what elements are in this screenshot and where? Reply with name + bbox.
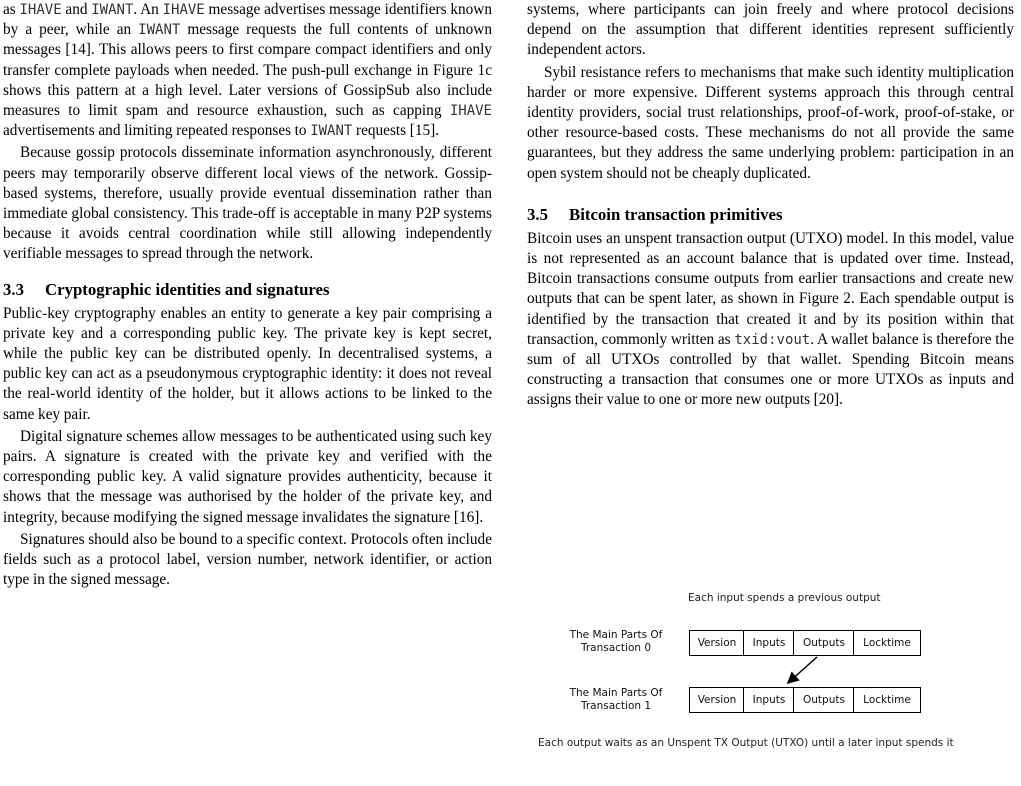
row-label-transaction-1 bbox=[551, 687, 681, 713]
section-heading-3-5 bbox=[527, 204, 1014, 226]
cell-version-1: Version bbox=[689, 687, 745, 713]
code-term: IWANT bbox=[310, 123, 353, 140]
code-term: IHAVE bbox=[19, 2, 62, 18]
cell-inputs-0: Inputs bbox=[743, 630, 795, 656]
paragraph-digital-signatures: Digital signature schemes allow messages to be authenticated using such key pairs. A signature is created with the private key and verified with the corresponding public key. A valid signature provides authenticity, because it shows that the message was authorised by the holder of the private key, and integrity, because modifying the signed message invalidates the signature [16]. bbox=[3, 427, 492, 526]
row-label-line: The Main Parts Of bbox=[569, 687, 663, 699]
section-number: 3.5 bbox=[527, 204, 548, 224]
section-number: 3.3 bbox=[3, 279, 24, 299]
left-column bbox=[3, 0, 492, 590]
text-run: . An bbox=[133, 1, 163, 18]
text-run: message advertises message identifiers known by a peer, while an bbox=[3, 1, 492, 39]
cell-locktime-0: Locktime bbox=[853, 630, 921, 656]
section-heading-3-3 bbox=[3, 279, 492, 301]
section-title: Bitcoin transaction primitives bbox=[569, 204, 783, 224]
row-label-line: Transaction 1 bbox=[580, 700, 652, 712]
code-term: IWANT bbox=[91, 2, 134, 18]
row-label-line: Transaction 0 bbox=[580, 642, 652, 654]
right-column bbox=[527, 0, 1014, 411]
paragraph-open-systems: systems, where participants can join freely and where protocol decisions depend on the assumption that different identities represent sufficiently independent actors. bbox=[527, 1, 1014, 59]
cell-version-0: Version bbox=[689, 630, 745, 656]
utxo-figure bbox=[527, 586, 1014, 786]
code-term: IWANT bbox=[138, 22, 181, 39]
code-term: txid:vout bbox=[734, 331, 811, 348]
figure-bottom-caption: Each output waits as an Unspent TX Output (UTXO) until a later input spends it bbox=[538, 737, 954, 749]
text-run: Bitcoin uses an unspent transaction output (UTXO) model. In this model, value is not represented as an account balance that is updated over time. Instead, Bitcoin transactions consume outputs from earlier transactions and create new outputs that can be spent later, as shown in Figure 2. Each spendable output is identified by the transaction that created it and by its position within that transaction, commonly written as bbox=[527, 229, 1014, 348]
paragraph-public-key-crypto: Public-key cryptography enables an entity to generate a key pair comprising a private key and a corresponding public key. The private key is kept secret, while the public key can be distributed openly. In decentralised systems, a public key can act as a pseudonymous cryptographic identity: it does not reveal the real-world identity of the holder, but it allows actions to be linked to the same key pair. bbox=[3, 304, 492, 423]
figure-top-caption: Each input spends a previous output bbox=[688, 592, 881, 604]
cell-outputs-0: Outputs bbox=[793, 630, 855, 656]
text-run: message requests the full contents of unknown messages [14]. This allows peers to first compare compact identifiers and only transfer complete payloads when needed. The push-pull exchange in Figure 1c shows this pattern at a high level. Later versions of GossipSub also include measures to limit spam and resource exhaustion, such as capping bbox=[3, 21, 492, 120]
code-term: IHAVE bbox=[162, 2, 205, 18]
text-run: and bbox=[61, 1, 92, 18]
code-term: IHAVE bbox=[449, 103, 492, 120]
cell-inputs-1: Inputs bbox=[743, 687, 795, 713]
paragraph-eventual-dissemination: Because gossip protocols disseminate information asynchronously, different peers may temporarily observe different local views of the network. Gossip-based systems, therefore, usually provide eventual dissemination rather than immediate global consistency. This trade-off is acceptable in many P2P systems because it avoids central coordination while still allowing independently verifiable messages to spread through the network. bbox=[3, 144, 492, 263]
paragraph-gossipsub-ihave-iwant bbox=[3, 0, 492, 141]
text-run: advertisements and limiting repeated responses to bbox=[3, 122, 311, 140]
paragraph-sybil-resistance: Sybil resistance refers to mechanisms that make such identity multiplication harder or more expensive. Different systems approach this through central identity providers, social trust relationships, proof-of-work, proof-of-stake, or other resource-based costs. These mechanisms do not all provide the same guarantees, but they address the same underlying problem: participation in an open system should not be cheaply duplicated. bbox=[527, 63, 1014, 182]
spend-arrow bbox=[527, 586, 1014, 786]
paragraph-signature-context: Signatures should also be bound to a specific context. Protocols often include fields such as a protocol label, version number, network identifier, or action type in the signed message. bbox=[3, 530, 492, 589]
cell-locktime-1: Locktime bbox=[853, 687, 921, 713]
paragraph-utxo-model bbox=[527, 229, 1014, 411]
text-run: as bbox=[3, 1, 20, 18]
row-label-transaction-0 bbox=[551, 629, 681, 655]
section-title: Cryptographic identities and signatures bbox=[45, 279, 330, 299]
text-run: . A wallet balance is therefore the sum of all UTXOs controlled by that wallet. Spending Bitcoin means constructing a transaction that consumes one or more UTXOs as inputs and assigns their value to one or more new outputs [20]. bbox=[527, 330, 1014, 409]
text-run: requests [15]. bbox=[352, 122, 440, 140]
cell-outputs-1: Outputs bbox=[793, 687, 855, 713]
row-label-line: The Main Parts Of bbox=[569, 629, 663, 641]
